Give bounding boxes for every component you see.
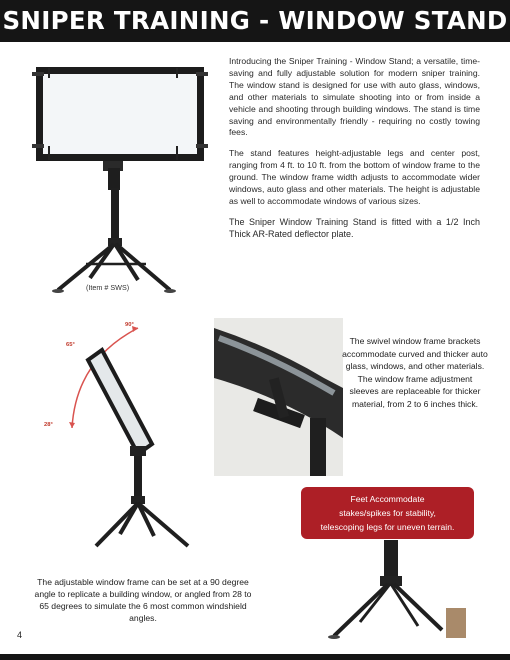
window-stand-photo <box>28 58 208 298</box>
item-number: (Item # SWS) <box>86 283 130 292</box>
stand-base-photo <box>324 540 474 650</box>
feet-callout <box>301 487 474 539</box>
page-title: SNIPER TRAINING - WINDOW STAND <box>2 6 508 35</box>
angle-label-28: 28° <box>44 422 53 428</box>
swivel-bracket-photo <box>214 318 343 476</box>
angle-label-65: 65° <box>66 342 75 348</box>
intro-paragraph: The Sniper Window Training Stand is fitted with a 1/2 Inch Thick AR-Rated deflector plate. <box>229 216 480 239</box>
footer-bar <box>0 654 510 660</box>
page-number: 4 <box>17 630 23 640</box>
feet-callout-line: stakes/spikes for stability, <box>339 508 436 518</box>
header-bar <box>0 0 510 42</box>
swivel-description: The swivel window frame brackets accommodate curved and thicker auto glass, windows, and other materials. The window frame adjustment sleeves are replaceable for thicker material, from 2 to 6 inches thick. <box>342 336 488 409</box>
angle-label-90: 90° <box>125 322 134 328</box>
angle-caption: The adjustable window frame can be set at a 90 degree angle to replicate a building window, or angled from 28 to 65 degrees to simulate the 6 most common windshield angles. <box>34 577 252 623</box>
feet-callout-line: Feet Accommodate <box>350 494 425 504</box>
intro-paragraph: Introducing the Sniper Training - Window Stand; a versatile, time-saving and fully adjustable solution for modern sniper training. The window stand is designed for use with auto glass, windows, and other materials to simulate shooting into or from inside a vehicle and shooting through building windows. The stand is time saving and environmentally friendly - requiring no costly towing fees. <box>229 56 480 138</box>
angle-diagram-photo <box>36 320 211 552</box>
intro-paragraph: The stand features height-adjustable legs and center post, ranging from 4 ft. to 10 ft. from the bottom of window frame to the ground. The window frame width adjusts to accommodate wider windows, auto glass and other materials. The height is adjustable as well to accommodate windows of various sizes. <box>229 148 480 206</box>
intro-text <box>229 56 480 250</box>
feet-callout-line: telescoping legs for uneven terrain. <box>320 522 455 532</box>
